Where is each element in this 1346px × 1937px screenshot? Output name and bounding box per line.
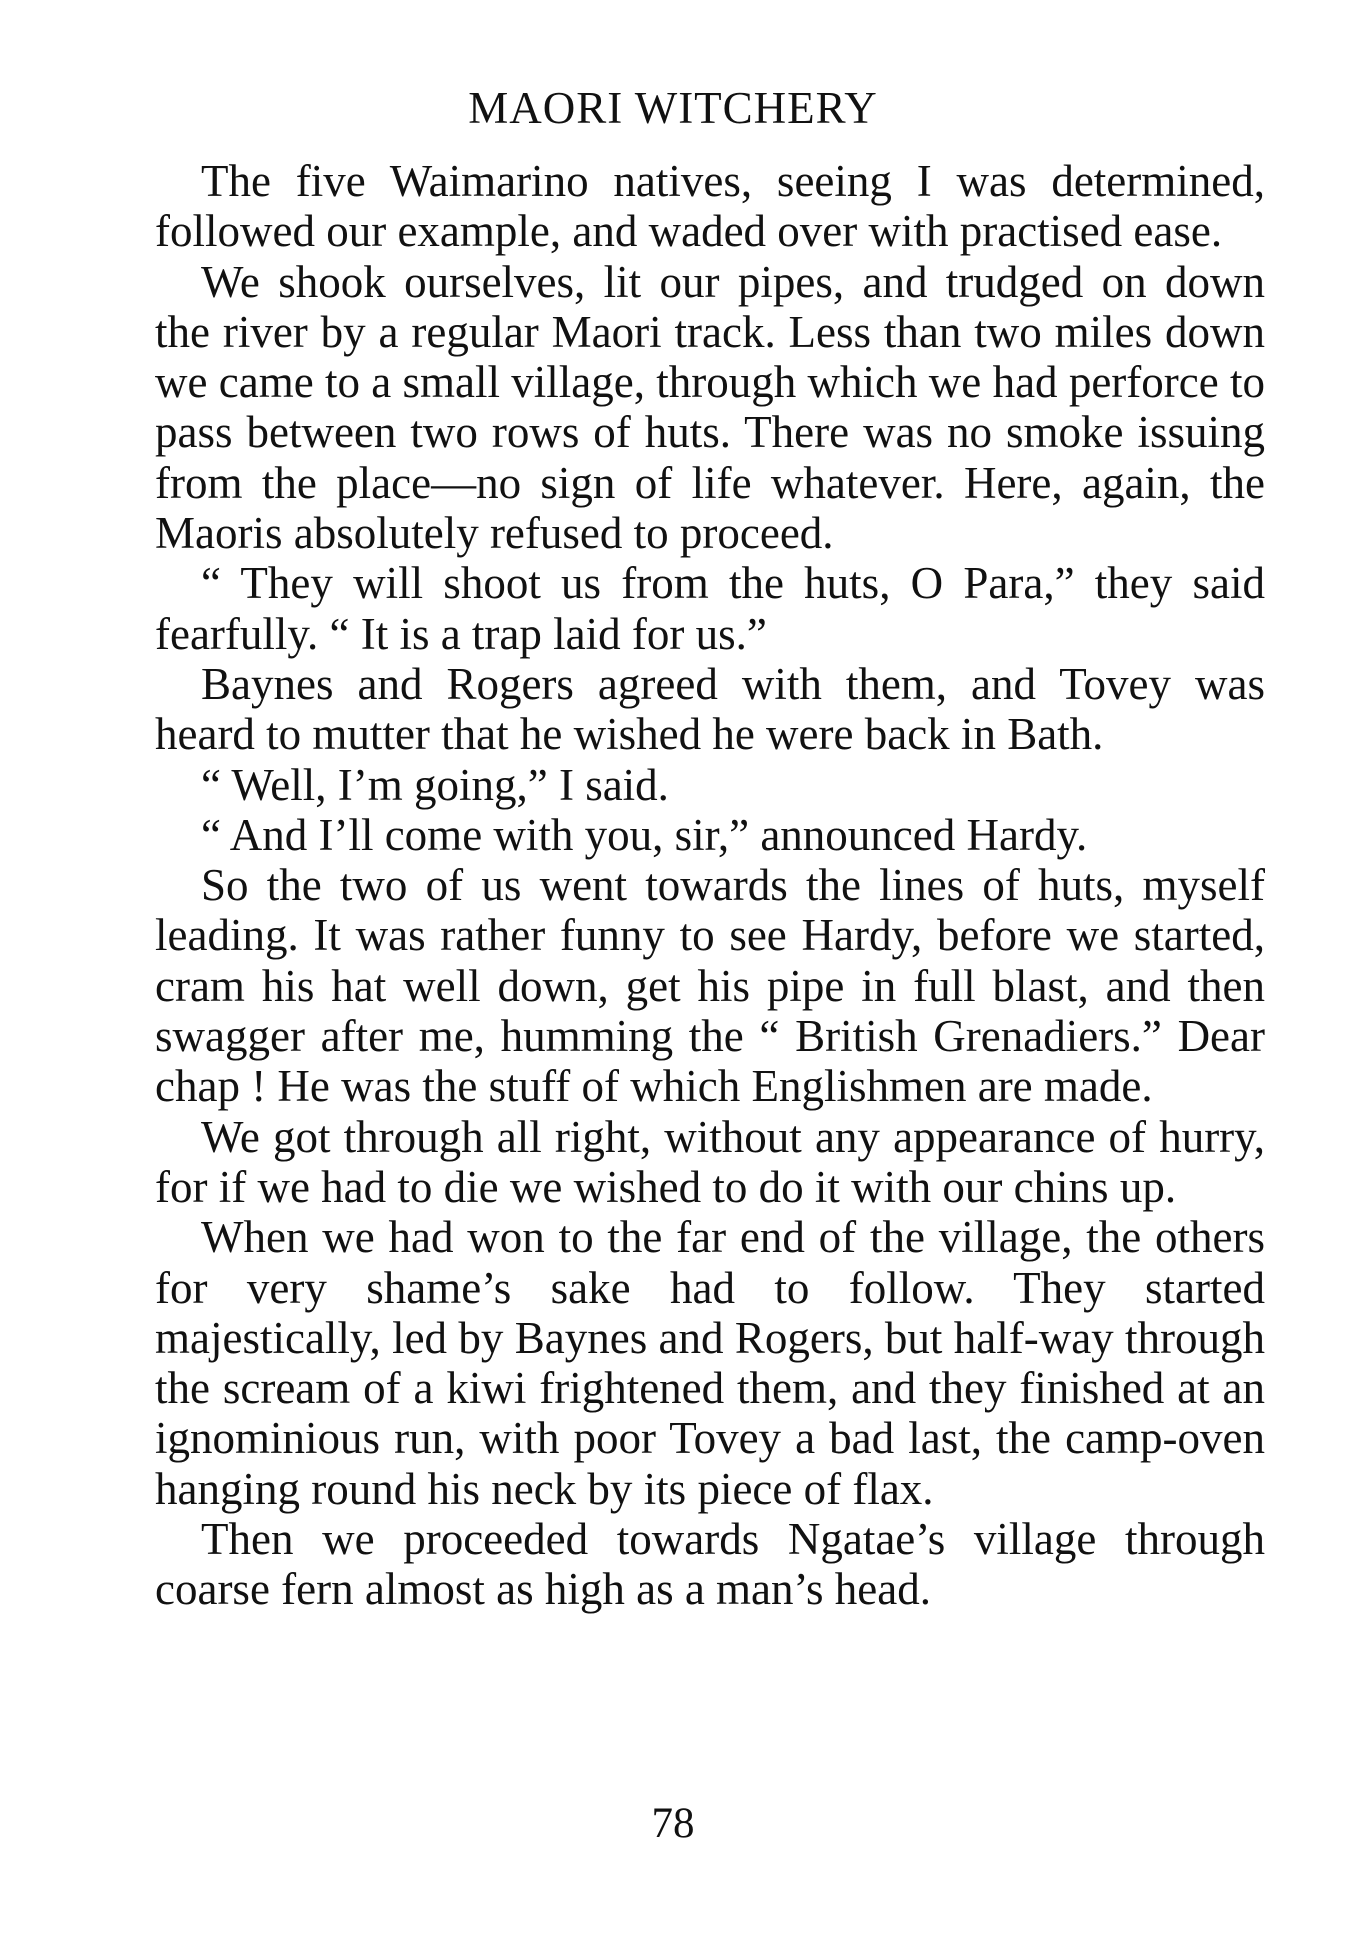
paragraph: The five Waimarino natives, seeing I was determined, followed our example, and waded over with practised ease. <box>155 156 1265 257</box>
paragraph: Then we proceeded towards Ngatae’s village through coarse fern almost as high as a man’s head. <box>155 1514 1265 1615</box>
paragraph: So the two of us went towards the lines of huts, myself leading. It was rather funny to see Hardy, before we started, cram his hat well down, get his pipe in full blast, and then swagger after me, humming the “ British Grenadiers.” Dear chap ! He was the stuff of which Englishmen are made. <box>155 860 1265 1112</box>
paragraph: We shook ourselves, lit our pipes, and trudged on down the river by a regular Maori track. Less than two miles down we came to a small village, through which we had perforce to pass between two rows of huts. There was no smoke issuing from the place—no sign of life whatever. Here, again, the Maoris absolutely refused to proceed. <box>155 256 1265 559</box>
running-head: MAORI WITCHERY <box>468 83 878 133</box>
paragraph: Baynes and Rogers agreed with them, and Tovey was heard to mutter that he wished he were back in Bath. <box>155 658 1265 760</box>
paragraph: “ Well, I’m going,” I said. <box>201 759 669 810</box>
paragraph: When we had won to the far end of the village, the others for very shame’s sake had to follow. They started majestically, led by Baynes and Rogers, but half-way through the scream of a kiwi frightened them, and they finished at an ignominious run, with poor Tovey a bad last, the camp-oven hanging round his neck by its piece of flax. <box>155 1212 1265 1514</box>
paragraph: “ And I’ll come with you, sir,” announced Hardy. <box>201 809 1088 860</box>
page-number: 78 <box>651 1800 695 1847</box>
paragraph: “ They will shoot us from the huts, O Para,” they said fearfully. “ It is a trap laid for us.” <box>155 558 1265 659</box>
body-text <box>155 156 1265 1615</box>
paragraph: We got through all right, without any appearance of hurry, for if we had to die we wished to do it with our chins up. <box>155 1111 1265 1212</box>
